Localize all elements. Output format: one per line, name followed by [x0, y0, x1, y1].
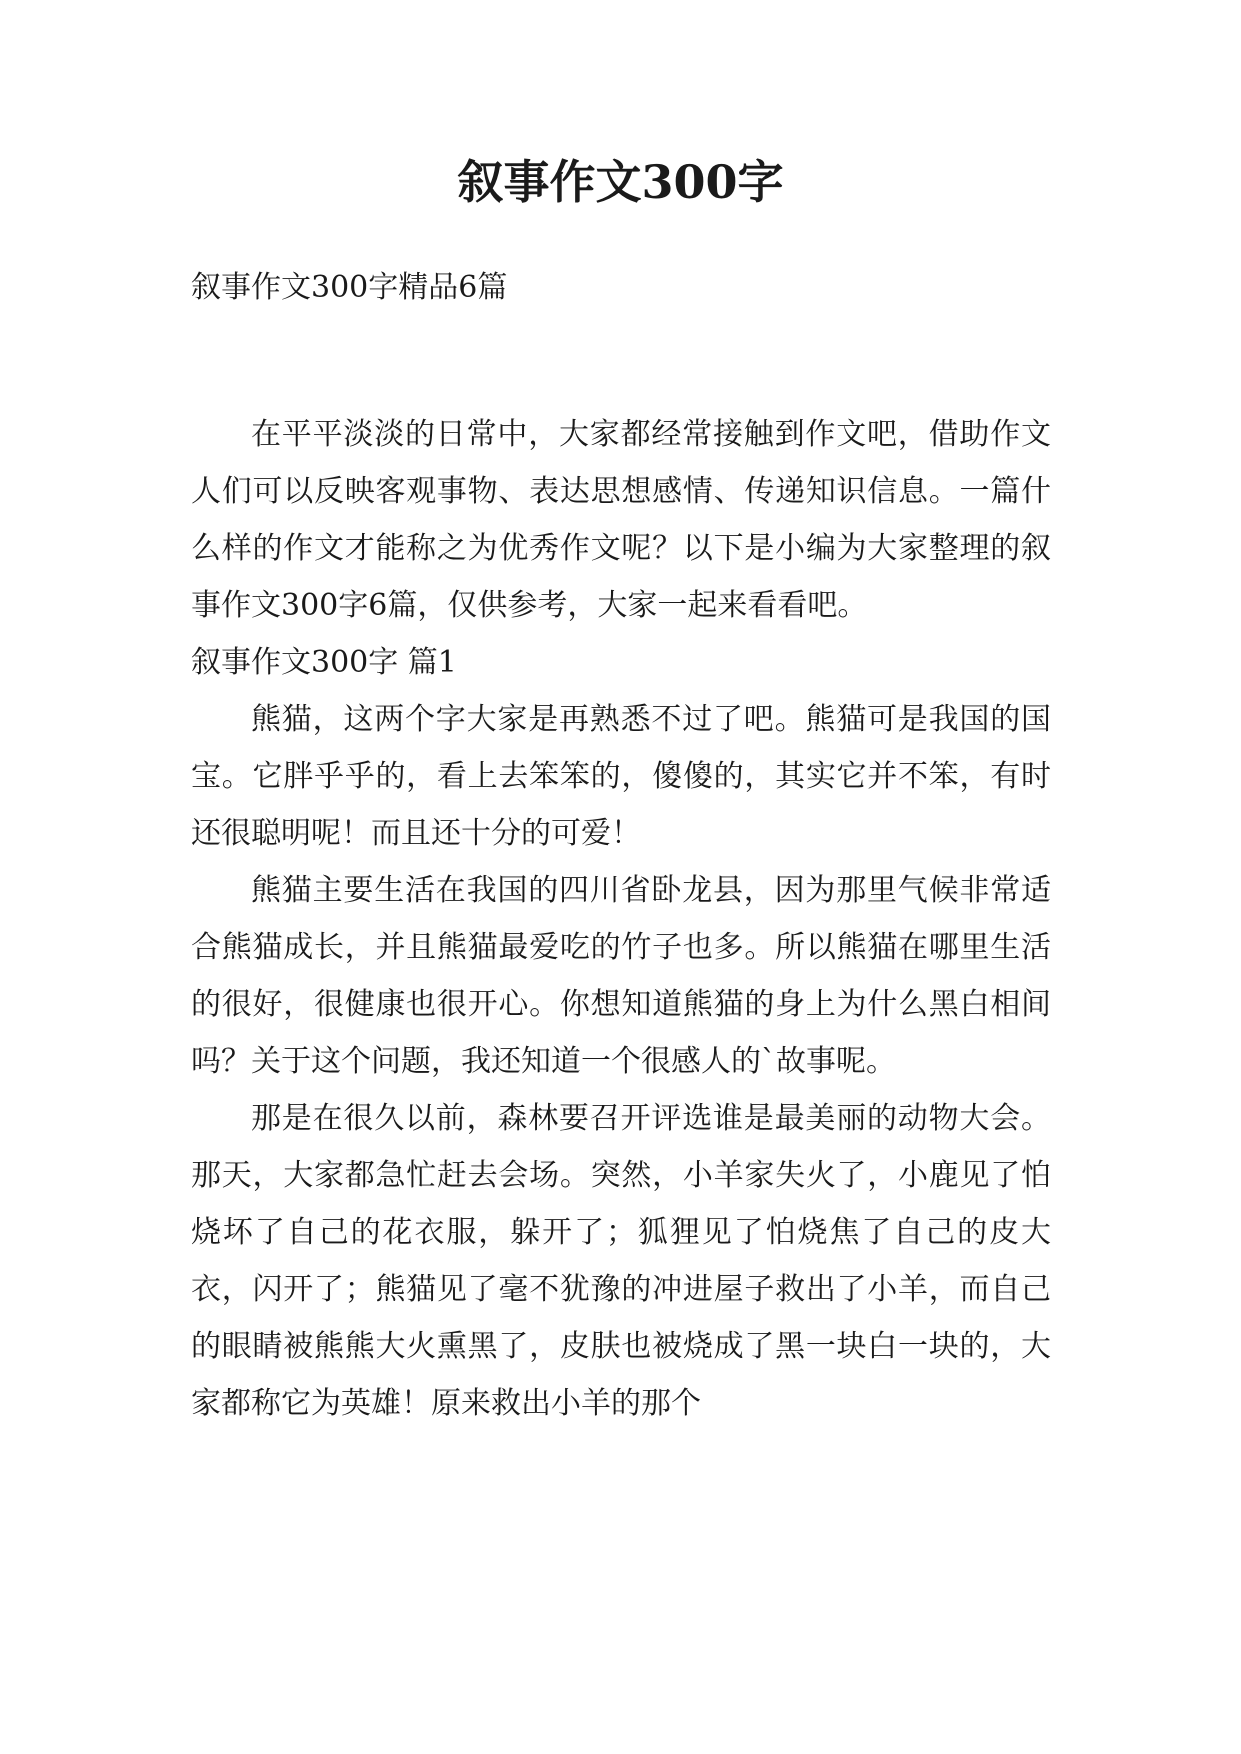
body-paragraph: 那是在很久以前，森林要召开评选谁是最美丽的动物大会。那天，大家都急忙赶去会场。突然，小羊家失火了，小鹿见了怕烧坏了自己的花衣服，躲开了；狐狸见了怕烧焦了自己的皮大衣，闪开了；熊猫见了毫不犹豫的冲进屋子救出了小羊，而自己的眼睛被熊熊大火熏黑了，皮肤也被烧成了黑一块白一块的，大家都称它为英雄！原来救出小羊的那个: [191, 1101, 1051, 1421]
document-title: 叙事作文300字: [457, 155, 784, 209]
section-heading: 叙事作文300字 篇1: [191, 645, 457, 680]
body-paragraph: 熊猫主要生活在我国的四川省卧龙县，因为那里气候非常适合熊猫成长，并且熊猫最爱吃的竹子也多。所以熊猫在哪里生活的很好，很健康也很开心。你想知道熊猫的身上为什么黑白相间吗？关于这个问题，我还知道一个很感人的`故事呢。: [191, 873, 1051, 1079]
intro-paragraph: 在平平淡淡的日常中，大家都经常接触到作文吧，借助作文人们可以反映客观事物、表达思想感情、传递知识信息。一篇什么样的作文才能称之为优秀作文呢？以下是小编为大家整理的叙事作文300字6篇，仅供参考，大家一起来看看吧。: [191, 417, 1051, 623]
document-body: [191, 406, 1051, 1432]
document-subtitle: 叙事作文300字精品6篇: [191, 270, 508, 305]
body-paragraph: 熊猫，这两个字大家是再熟悉不过了吧。熊猫可是我国的国宝。它胖乎乎的，看上去笨笨的，傻傻的，其实它并不笨，有时还很聪明呢！而且还十分的可爱！: [191, 702, 1051, 851]
